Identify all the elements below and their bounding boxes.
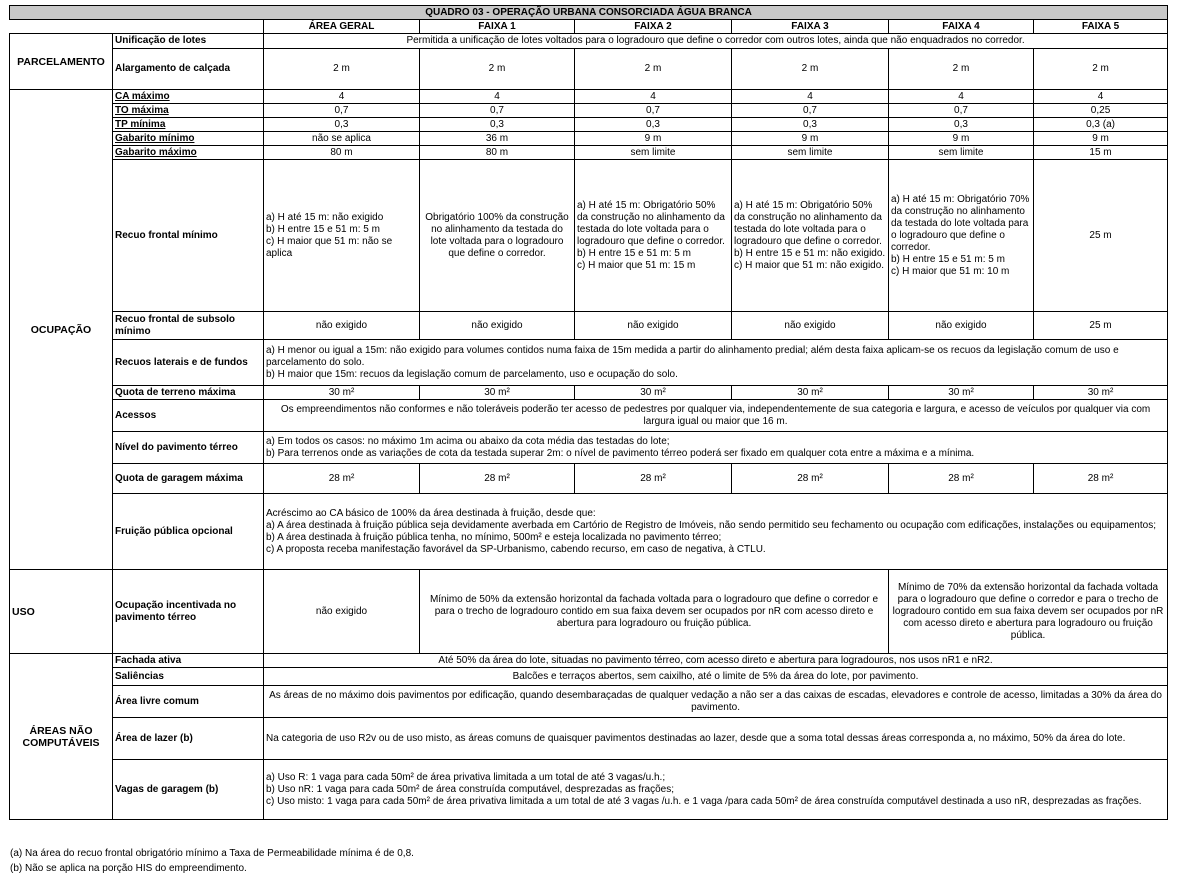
table-row: [10, 104, 1168, 118]
quadro-table: [9, 5, 1168, 820]
row-label: Recuos laterais e de fundos: [113, 340, 264, 386]
cell-value: não exigido: [732, 312, 889, 340]
cell-value: 2 m: [420, 49, 575, 90]
cell-value: 4: [575, 90, 732, 104]
cell-value: 28 m²: [732, 464, 889, 494]
footnotes: [10, 846, 414, 876]
cell-value: a) H menor ou igual a 15m: não exigido para volumes contidos numa faixa de 15m medida a partir do alinhamento predial; além desta faixa aplicam-se os recuos da legislação comum de uso e parcelamento do solo. b) H maior que 15m: recuos da legislação comum de parcelamento, uso e ocupação do solo.: [264, 340, 1168, 386]
cell-value: 9 m: [1034, 132, 1168, 146]
cell-value: 15 m: [1034, 146, 1168, 160]
cell-value: Acréscimo ao CA básico de 100% da área destinada à fruição, desde que: a) A área destinada à fruição pública seja devidamente averbada em Cartório de Registro de Imóveis, não sendo permitido seu fechamento ou ocupação com edificações, instalações ou equipamentos; b) A área destinada à fruição pública tenha, no mínimo, 500m² e esteja localizada no pavimento térreo; c) A proposta receba manifestação favorável da SP-Urbanismo, cabendo recurso, em caso de negativa, à CTLU.: [264, 494, 1168, 570]
cell-value: Mínimo de 50% da extensão horizontal da fachada voltada para o logradouro que define o corredor e para o trecho de logradouro contido em sua faixa devem ser ocupados por nR com acesso direto e abertura para logradouro ou fruição pública.: [420, 570, 889, 654]
table-row: [10, 34, 1168, 49]
cell-value: 0,3: [732, 118, 889, 132]
group-ocupacao: OCUPAÇÃO: [10, 90, 113, 570]
row-label: TP mínima: [113, 118, 264, 132]
col-header: FAIXA 5: [1034, 20, 1168, 34]
table-row: [10, 118, 1168, 132]
footnote: (a) Na área do recuo frontal obrigatório mínimo a Taxa de Permeabilidade mínima é de 0,8.: [10, 848, 414, 859]
cell-value: 9 m: [575, 132, 732, 146]
table-title: QUADRO 03 - OPERAÇÃO URBANA CONSORCIADA ÁGUA BRANCA: [10, 6, 1168, 20]
row-label: Fachada ativa: [113, 654, 264, 668]
cell-value: a) H até 15 m: Obrigatório 50% da construção no alinhamento da testada do lote voltada para o logradouro que define o corredor. b) H entre 15 e 51 m: 5 m c) H maior que 51 m: 15 m: [575, 160, 732, 312]
cell-value: 28 m²: [575, 464, 732, 494]
row-label: Unificação de lotes: [113, 34, 264, 49]
row-label: Saliências: [113, 668, 264, 686]
cell-value: Os empreendimentos não conformes e não toleráveis poderão ter acesso de pedestres por qualquer via, independentemente de sua categoria e largura, e acesso de veículos por qualquer via com largura igual ou maior que 16 m.: [264, 400, 1168, 432]
cell-value: 0,3: [420, 118, 575, 132]
row-label: Acessos: [113, 400, 264, 432]
row-label: Gabarito mínimo: [113, 132, 264, 146]
cell-value: 4: [264, 90, 420, 104]
cell-value: Balcões e terraços abertos, sem caixilho, até o limite de 5% da área do lote, por pavimento.: [264, 668, 1168, 686]
table-row: [10, 494, 1168, 570]
row-label: Quota de garagem máxima: [113, 464, 264, 494]
col-header: FAIXA 1: [420, 20, 575, 34]
table-row: [10, 49, 1168, 90]
row-label: Vagas de garagem (b): [113, 760, 264, 820]
row-label: Nível do pavimento térreo: [113, 432, 264, 464]
cell-value: a) Em todos os casos: no máximo 1m acima ou abaixo da cota média das testadas do lote; b) Para terrenos onde as variações de cota da testada superar 2m: o nível de pavimento térreo poderá ser fixado em qualquer cota entre a máxima e a mínima.: [264, 432, 1168, 464]
cell-value: Permitida a unificação de lotes voltados para o logradouro que define o corredor com outros lotes, ainda que não enquadrados no corredor.: [264, 34, 1168, 49]
group-areas-nao-computaveis: ÁREAS NÃO COMPUTÁVEIS: [10, 654, 113, 820]
cell-value: não se aplica: [264, 132, 420, 146]
row-label: Recuo frontal mínimo: [113, 160, 264, 312]
col-header: FAIXA 2: [575, 20, 732, 34]
row-label: Área livre comum: [113, 686, 264, 718]
cell-value: 4: [420, 90, 575, 104]
cell-value: 0,7: [575, 104, 732, 118]
cell-value: a) H até 15 m: não exigido b) H entre 15 e 51 m: 5 m c) H maior que 51 m: não se aplica: [264, 160, 420, 312]
cell-value: 4: [732, 90, 889, 104]
header-blank: [10, 20, 264, 34]
cell-value: sem limite: [732, 146, 889, 160]
table-row: [10, 400, 1168, 432]
row-label: Quota de terreno máxima: [113, 386, 264, 400]
cell-value: 28 m²: [1034, 464, 1168, 494]
cell-value: 30 m²: [420, 386, 575, 400]
cell-value: 28 m²: [420, 464, 575, 494]
cell-value: 80 m: [420, 146, 575, 160]
cell-value: 2 m: [732, 49, 889, 90]
row-label: Ocupação incentivada no pavimento térreo: [113, 570, 264, 654]
table-row: [10, 668, 1168, 686]
col-header: ÁREA GERAL: [264, 20, 420, 34]
cell-value: 36 m: [420, 132, 575, 146]
cell-value: 9 m: [889, 132, 1034, 146]
table-row: [10, 718, 1168, 760]
cell-value: 25 m: [1034, 160, 1168, 312]
cell-value: Obrigatório 100% da construção no alinhamento da testada do lote voltada para o logradouro que define o corredor.: [420, 160, 575, 312]
cell-value: 28 m²: [889, 464, 1034, 494]
row-label: Gabarito máximo: [113, 146, 264, 160]
cell-value: 30 m²: [889, 386, 1034, 400]
cell-value: sem limite: [575, 146, 732, 160]
col-header: FAIXA 4: [889, 20, 1034, 34]
table-row: [10, 432, 1168, 464]
row-label: TO máxima: [113, 104, 264, 118]
cell-value: 0,7: [889, 104, 1034, 118]
table-row: [10, 686, 1168, 718]
cell-value: não exigido: [264, 570, 420, 654]
cell-value: 30 m²: [1034, 386, 1168, 400]
table-row: [10, 132, 1168, 146]
cell-value: não exigido: [420, 312, 575, 340]
cell-value: 4: [1034, 90, 1168, 104]
cell-value: a) H até 15 m: Obrigatório 70% da construção no alinhamento da testada do lote voltada para o logradouro que define o corredor. b) H entre 15 e 51 m: 5 m c) H maior que 51 m: 10 m: [889, 160, 1034, 312]
title-row: [10, 6, 1168, 20]
group-uso: USO: [10, 570, 113, 654]
row-label: Fruição pública opcional: [113, 494, 264, 570]
cell-value: a) H até 15 m: Obrigatório 50% da construção no alinhamento da testada do lote voltada para o logradouro que define o corredor. b) H entre 15 e 51 m: não exigido. c) H maior que 51 m: não exigido.: [732, 160, 889, 312]
cell-value: 0,3: [264, 118, 420, 132]
cell-value: 4: [889, 90, 1034, 104]
cell-value: Na categoria de uso R2v ou de uso misto, as áreas comuns de quaisquer pavimentos destinadas ao lazer, desde que a soma total dessas áreas corresponda a, no máximo, 50% da área do lote.: [264, 718, 1168, 760]
cell-value: 2 m: [575, 49, 732, 90]
cell-value: 2 m: [264, 49, 420, 90]
row-label: Alargamento de calçada: [113, 49, 264, 90]
row-label: CA máximo: [113, 90, 264, 104]
cell-value: As áreas de no máximo dois pavimentos por edificação, quando desembaraçadas de qualquer vedação a não ser a das caixas de escadas, elevadores e controle de acesso, limitadas a 30% da área do pavimento.: [264, 686, 1168, 718]
table-row: [10, 654, 1168, 668]
table-row: [10, 464, 1168, 494]
cell-value: não exigido: [889, 312, 1034, 340]
table-row: [10, 760, 1168, 820]
col-header: FAIXA 3: [732, 20, 889, 34]
table-row: [10, 160, 1168, 312]
cell-value: 2 m: [889, 49, 1034, 90]
header-row: [10, 20, 1168, 34]
table-row: [10, 312, 1168, 340]
cell-value: 2 m: [1034, 49, 1168, 90]
cell-value: Até 50% da área do lote, situadas no pavimento térreo, com acesso direto e abertura para logradouros, nos usos nR1 e nR2.: [264, 654, 1168, 668]
cell-value: 0,7: [732, 104, 889, 118]
cell-value: 30 m²: [575, 386, 732, 400]
table-row: [10, 90, 1168, 104]
cell-value: 25 m: [1034, 312, 1168, 340]
cell-value: 30 m²: [732, 386, 889, 400]
footnote: (b) Não se aplica na porção HIS do empreendimento.: [10, 863, 247, 874]
cell-value: Mínimo de 70% da extensão horizontal da fachada voltada para o logradouro que define o corredor e para o trecho de logradouro contido em sua faixa devem ser ocupados por nR com acesso direto e abertura para logradouro ou fruição pública.: [889, 570, 1168, 654]
group-parcelamento: PARCELAMENTO: [10, 34, 113, 90]
cell-value: 0,3: [575, 118, 732, 132]
cell-value: 0,3 (a): [1034, 118, 1168, 132]
cell-value: 30 m²: [264, 386, 420, 400]
cell-value: 80 m: [264, 146, 420, 160]
table-row: [10, 570, 1168, 654]
cell-value: não exigido: [264, 312, 420, 340]
cell-value: 0,3: [889, 118, 1034, 132]
cell-value: não exigido: [575, 312, 732, 340]
table-row: [10, 146, 1168, 160]
cell-value: 0,25: [1034, 104, 1168, 118]
row-label: Recuo frontal de subsolo mínimo: [113, 312, 264, 340]
table-row: [10, 340, 1168, 386]
row-label: Área de lazer (b): [113, 718, 264, 760]
cell-value: a) Uso R: 1 vaga para cada 50m² de área privativa limitada a um total de até 3 vagas/u.h.; b) Uso nR: 1 vaga para cada 50m² de área construída computável, desprezadas as frações; c) Uso misto: 1 vaga para cada 50m² de área privativa limitada a um total de até 3 vagas /u.h. e 1 vaga /para cada 50m² de área construída computável destinada a uso nR, desprezadas as frações.: [264, 760, 1168, 820]
table-row: [10, 386, 1168, 400]
cell-value: 9 m: [732, 132, 889, 146]
cell-value: sem limite: [889, 146, 1034, 160]
cell-value: 0,7: [264, 104, 420, 118]
cell-value: 28 m²: [264, 464, 420, 494]
cell-value: 0,7: [420, 104, 575, 118]
